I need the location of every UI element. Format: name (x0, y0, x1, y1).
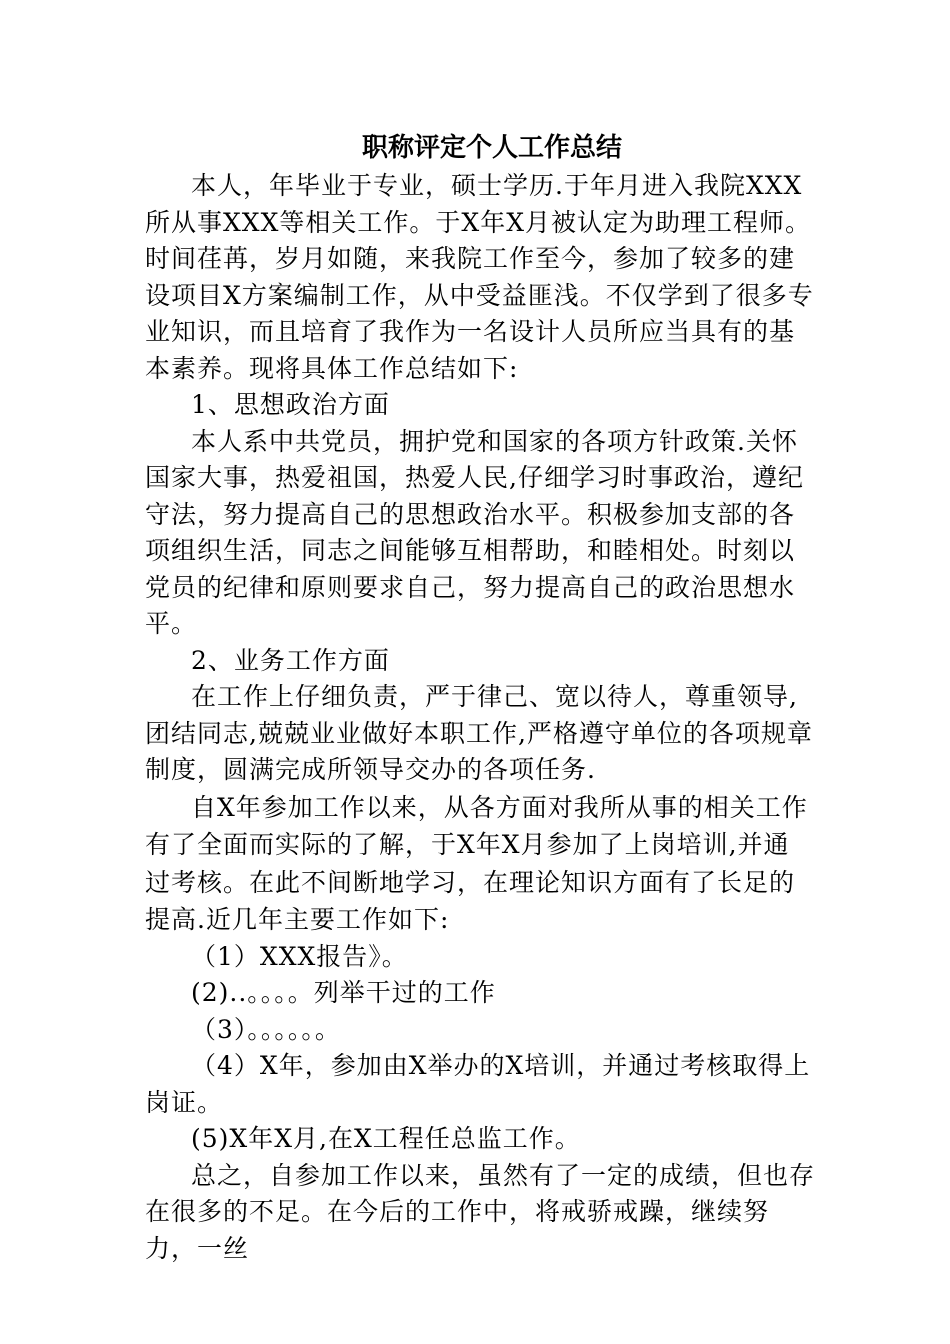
work-items-list (145, 939, 815, 1158)
list-item: （4）X年，参加由X举办的X培训，并通过考核取得上岗证。 (145, 1051, 811, 1117)
section-heading-work: 2、业务工作方面 (191, 645, 390, 675)
document-title: 职称评定个人工作总结 (361, 133, 622, 163)
list-item: (5)X年X月,在X工程任总监工作。 (191, 1124, 581, 1153)
politics-paragraph: 本人系中共党员，拥护党和国家的各项方针政策.关怀国家大事，热爱祖国，热爱人民,仔细学习时事政治，遵纪守法，努力提高自己的思想政治水平。积极参加支部的各项组织生活，同志之间能够互相帮助，和睦相处。时刻以党员的纪律和原则要求自己，努力提高自己的政治思想水平。 (145, 426, 804, 638)
conclusion-paragraph: 总之，自参加工作以来，虽然有了一定的成绩，但也存在很多的不足。在今后的工作中，将戒骄戒躁，继续努力，一丝 (145, 1160, 816, 1263)
work-paragraph-1: 在工作上仔细负责，严于律己、宽以待人，尊重领导,团结同志,兢兢业业做好本职工作,严格遵守单位的各项规章制度，圆满完成所领导交办的各项任务. (145, 682, 813, 784)
intro-paragraph: 本人，年毕业于专业，硕士学历.于年月进入我院XXX所从事XXX等相关工作。于X年X月被认定为助理工程师。时间荏苒，岁月如随，来我院工作至今，参加了较多的建设项目X方案编制工作，从中受益匪浅。不仅学到了很多专业知识，而且培育了我作为一名设计人员所应当具有的基本素养。现将具体工作总结如下: (145, 171, 814, 383)
list-item: （3）。。。。。。 (191, 1014, 341, 1044)
list-item: (2)..。。。。列举干过的工作 (191, 978, 496, 1007)
section-heading-politics: 1、思想政治方面 (191, 390, 390, 419)
list-item: （1）XXX报告》。 (191, 941, 408, 971)
work-paragraph-2: 自X年参加工作以来，从各方面对我所从事的相关工作有了全面而实际的了解，于X年X月参加了上岗培训,并通过考核。在此不间断地学习，在理论知识方面有了长足的提高.近几年主要工作如下: (145, 792, 808, 934)
document-page (145, 128, 815, 1267)
